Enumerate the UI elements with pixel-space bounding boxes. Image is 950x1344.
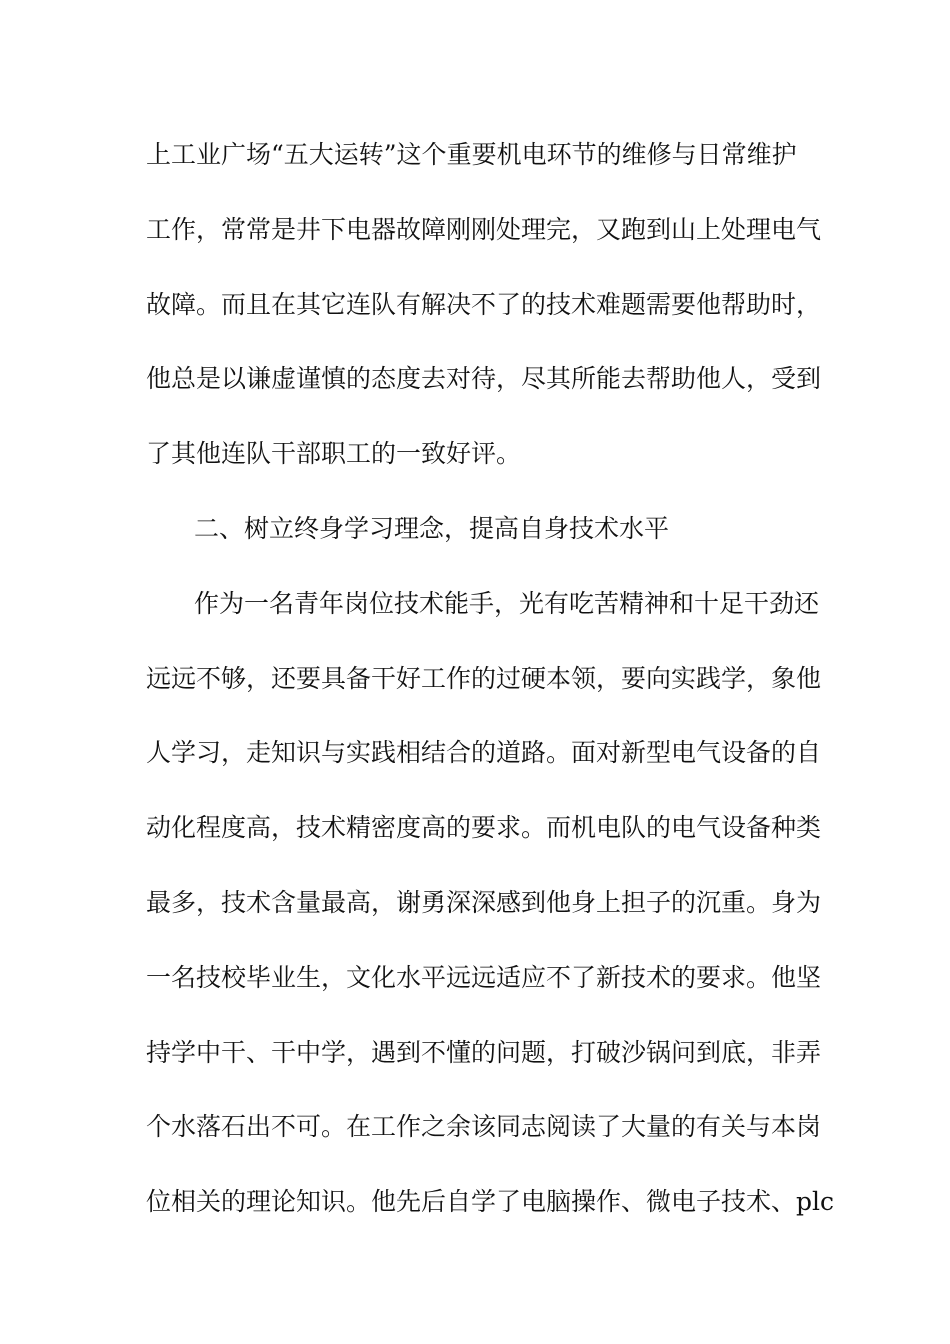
section-heading: 二、树立终身学习理念，提高自身技术水平 — [194, 513, 670, 543]
text-line: 个水落石出不可。在工作之余该同志阅读了大量的有关与本岗 — [146, 1112, 822, 1142]
text-line: 作为一名青年岗位技术能手，光有吃苦精神和十足干劲还 — [194, 588, 820, 618]
text-line: 最多，技术含量最高，谢勇深深感到他身上担子的沉重。身为 — [146, 887, 822, 917]
text-line: 动化程度高，技术精密度高的要求。而机电队的电气设备种类 — [146, 813, 822, 843]
text-line: 故障。而且在其它连队有解决不了的技术难题需要他帮助时， — [146, 289, 822, 319]
text-line: 人学习，走知识与实践相结合的道路。面对新型电气设备的自 — [146, 738, 822, 768]
body-text — [146, 128, 835, 1250]
text-line: 工作，常常是井下电器故障刚刚处理完，又跑到山上处理电气 — [146, 214, 822, 244]
text-line: 他总是以谦虚谨慎的态度去对待，尽其所能去帮助他人，受到 — [146, 364, 822, 394]
text-line: 位相关的理论知识。他先后自学了电脑操作、微电子技术、plc — [146, 1187, 835, 1217]
text-line: 远远不够，还要具备干好工作的过硬本领，要向实践学，象他 — [146, 663, 822, 693]
text-line: 了其他连队干部职工的一致好评。 — [146, 439, 522, 469]
text-line: 上工业广场“五大运转”这个重要机电环节的维修与日常维护 — [146, 140, 797, 169]
text-line: 持学中干、干中学，遇到不懂的问题，打破沙锅问到底，非弄 — [146, 1037, 822, 1067]
text-line: 一名技校毕业生，文化水平远远适应不了新技术的要求。他坚 — [146, 962, 822, 992]
